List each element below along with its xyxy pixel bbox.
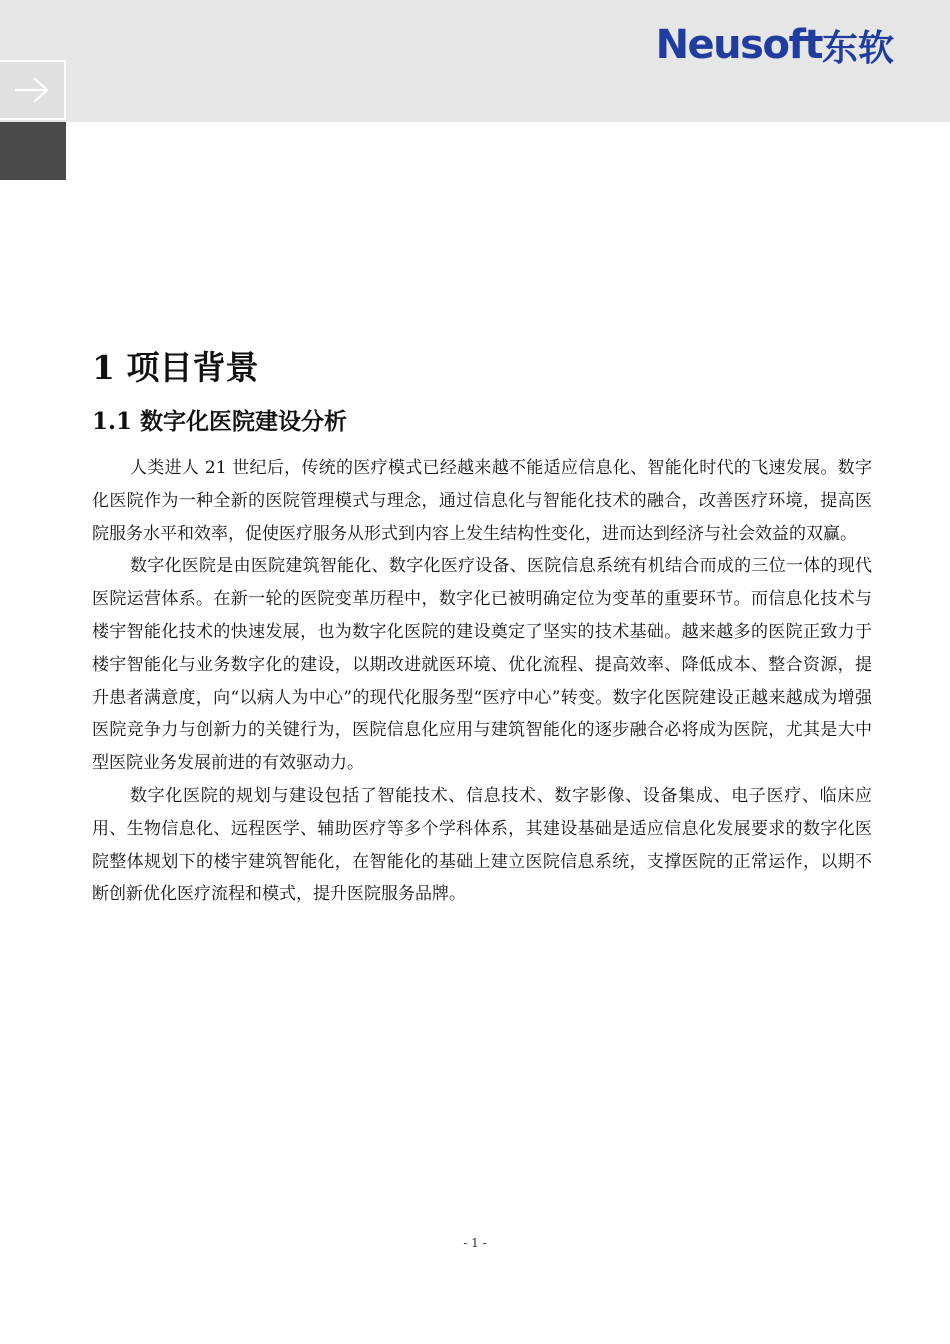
side-dark-tab xyxy=(0,122,66,180)
logo-cn: 东软 xyxy=(821,27,894,69)
logo-latin: Neusoft xyxy=(655,22,822,68)
arrow-right-icon xyxy=(12,75,52,105)
paragraph-1: 人类进人 21 世纪后，传统的医疗模式已经越来越不能适应信息化、智能化时代的飞速发展。数字化医院作为一种全新的医院管理模式与理念，通过信息化与智能化技术的融合，改善医疗环境，提高医院服务水平和效率，促使医疗服务从形式到内容上发生结构性变化，进而达到经济与社会效益的双赢。 xyxy=(92,458,872,544)
paragraph-2: 数字化医院是由医院建筑智能化、数字化医疗设备、医院信息系统有机结合而成的三位一体的现代医院运营体系。在新一轮的医院变革历程中，数字化已被明确定位为变革的重要环节。而信息化技术与楼宇智能化技术的快速发展，也为数字化医院的建设奠定了坚实的技术基础。越来越多的医院正致力于楼宇智能化与业务数字化的建设，以期改进就医环境、优化流程、提高效率、降低成本、整合资源，提升患者满意度，向“以病人为中心”的现代化服务型“医疗中心”转变。数字化医院建设正越来越成为增强医院竞争力与创新力的关键行为，医院信息化应用与建筑智能化的逐步融合必将成为医院，尤其是大中型医院业务发展前进的有效驱动力。 xyxy=(92,556,872,774)
paragraph-3: 数字化医院的规划与建设包括了智能技术、信息技术、数字影像、设备集成、电子医疗、临床应用、生物信息化、远程医学、辅助医疗等多个学科体系，其建设基础是适应信息化发展要求的数字化医院整体规划下的楼宇建筑智能化，在智能化的基础上建立医院信息系统，支撑医院的正常运作，以期不断创新优化医疗流程和模式，提升医院服务品牌。 xyxy=(92,785,872,905)
page-number: - 1 - xyxy=(463,1236,487,1250)
section-title: 1.1 数字化医院建设分析 xyxy=(92,408,348,435)
neusoft-logo xyxy=(656,22,894,68)
chapter-title: 1 项目背景 xyxy=(92,348,259,387)
body-text xyxy=(92,452,872,911)
next-page-tab[interactable] xyxy=(0,60,66,120)
